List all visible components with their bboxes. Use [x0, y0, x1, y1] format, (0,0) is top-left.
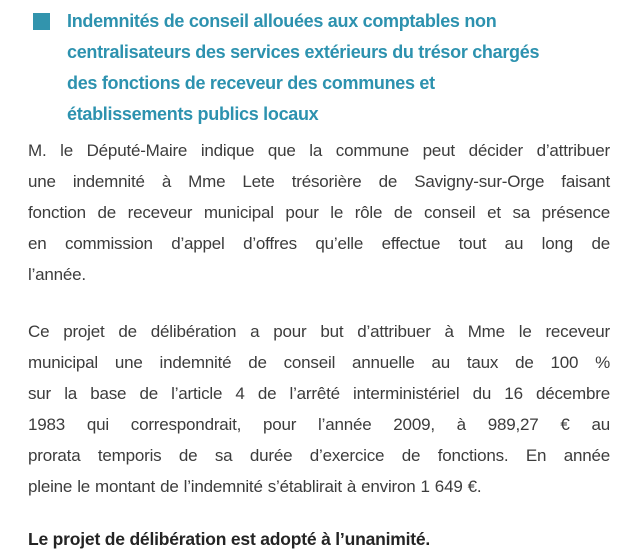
section-title-line: des fonctions de receveur des communes et: [67, 73, 435, 93]
body-line: une indemnité à Mme Lete trésorière de Savigny-sur-Orge faisant: [28, 172, 610, 191]
body-line: fonction de receveur municipal pour le rôle de conseil et sa présence: [28, 203, 610, 222]
body-line: sur la base de l’article 4 de l’arrêté interministériel du 16 décembre: [28, 384, 610, 403]
body-line: pleine le montant de l’indemnité s’établirait à environ 1 649 €.: [28, 477, 482, 496]
body-line: 1983 qui correspondrait, pour l’année 2009, à 989,27 € au: [28, 415, 610, 434]
paragraph-deliberation: [0, 316, 625, 502]
square-bullet-icon: [33, 13, 50, 30]
paragraph-intro: [0, 135, 625, 290]
conclusion-statement: Le projet de délibération est adopté à l’unanimité.: [28, 529, 431, 549]
body-line: M. le Député-Maire indique que la commune peut décider d’attribuer: [28, 141, 610, 160]
body-line: municipal une indemnité de conseil annuelle au taux de 100 %: [28, 353, 610, 372]
body-line: prorata temporis de sa durée d’exercice de fonctions. En année: [28, 446, 610, 465]
body-line: Ce projet de délibération a pour but d’attribuer à Mme le receveur: [28, 322, 610, 341]
body-line: l’année.: [28, 265, 86, 284]
section-title-line: Indemnités de conseil allouées aux comptables non: [67, 11, 497, 31]
section-heading: [0, 6, 625, 130]
section-title-line: établissements publics locaux: [67, 104, 319, 124]
section-title: [67, 6, 539, 130]
section-title-line: centralisateurs des services extérieurs du trésor chargés: [67, 42, 540, 62]
body-line: en commission d’appel d’offres qu’elle effectue tout au long de: [28, 234, 610, 253]
